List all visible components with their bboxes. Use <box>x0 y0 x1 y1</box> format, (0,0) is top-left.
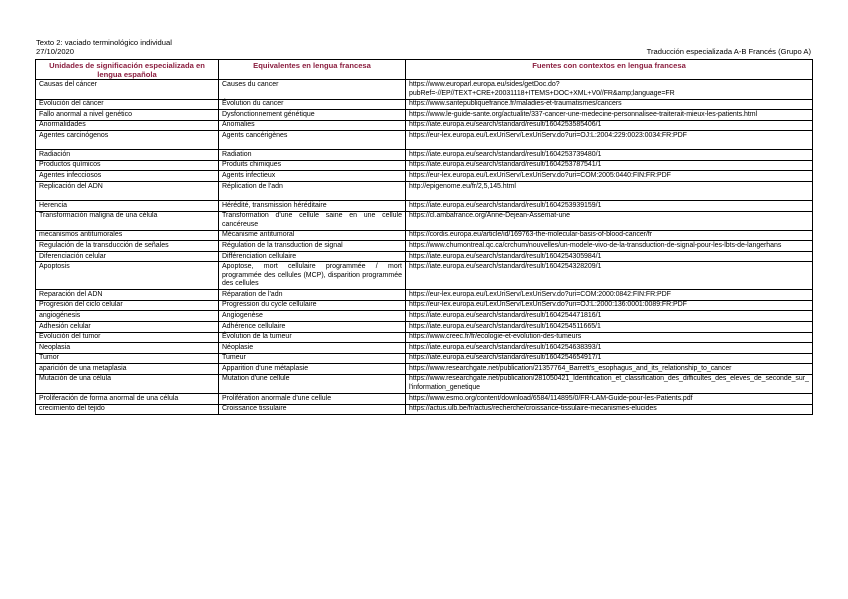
source-link[interactable]: https://www.le-guide-sante.org/actualite/337-cancer-une-medecine-personnalisee-traiterait-mieux-les-patients.html <box>406 110 813 121</box>
term-es: Radiación <box>36 150 219 161</box>
source-link[interactable]: http://epigenome.eu/fr/2,5,145.html <box>406 182 813 201</box>
source-link[interactable]: https://iate.europa.eu/search/standard/result/1604254638393/1 <box>406 343 813 354</box>
term-es: Neoplasia <box>36 343 219 354</box>
term-fr: Mécanisme antitumoral <box>219 230 406 241</box>
source-link[interactable]: https://eur-lex.europa.eu/LexUriServ/LexUriServ.do?uri=OJ:L:2004:229:0023:0034:FR:PDF <box>406 131 813 150</box>
document-date: 27/10/2020 <box>36 47 75 56</box>
table-row <box>36 120 813 131</box>
column-header-spanish: Unidades de significación especializada en lengua española <box>36 60 219 80</box>
term-fr: Évolution du cancer <box>219 99 406 110</box>
source-link[interactable]: https://www.europarl.europa.eu/sides/getDoc.do?pubRef=-//EP//TEXT+CRE+20031118+ITEMS+DOC+XML+V0//FR&amp;language=FR <box>406 80 813 99</box>
term-es: Mutación de una célula <box>36 374 219 393</box>
term-es: aparición de una metaplasia <box>36 364 219 375</box>
table-row <box>36 241 813 252</box>
source-link[interactable]: https://iate.europa.eu/search/standard/result/1604254511665/1 <box>406 321 813 332</box>
source-link[interactable]: https://www.creec.fr/fr/ecologie-et-evolution-des-tumeurs <box>406 332 813 343</box>
source-link[interactable]: https://iate.europa.eu/search/standard/result/1604253939159/1 <box>406 201 813 212</box>
term-fr: Agents cancérigènes <box>219 131 406 150</box>
source-link[interactable]: https://iate.europa.eu/search/standard/result/1604254471816/1 <box>406 311 813 322</box>
term-fr: Dysfonctionnement génétique <box>219 110 406 121</box>
term-fr: Croissance tissulaire <box>219 404 406 415</box>
term-fr: Angiogenèse <box>219 311 406 322</box>
term-es: Anormalidades <box>36 120 219 131</box>
table-row <box>36 131 813 150</box>
source-link[interactable]: https://iate.europa.eu/search/standard/result/1604253739480/1 <box>406 150 813 161</box>
source-link[interactable]: https://cl.ambafrance.org/Anne-Dejean-Assemat-une <box>406 211 813 230</box>
table-row <box>36 394 813 405</box>
source-link[interactable]: https://cordis.europa.eu/article/id/169763-the-molecular-basis-of-blood-cancer/fr <box>406 230 813 241</box>
term-es: Proliferación de forma anormal de una célula <box>36 394 219 405</box>
column-header-sources: Fuentes con contextos en lengua francesa <box>406 60 813 80</box>
term-es: Reparación del ADN <box>36 290 219 301</box>
term-fr: Agents infectieux <box>219 171 406 182</box>
table-row <box>36 332 813 343</box>
term-es: Fallo anormal a nivel genético <box>36 110 219 121</box>
table-row <box>36 300 813 311</box>
term-fr: Réplication de l'adn <box>219 182 406 201</box>
term-fr: Adhérence cellulaire <box>219 321 406 332</box>
table-header-row <box>36 60 813 80</box>
term-es: Regulación de la transducción de señales <box>36 241 219 252</box>
term-es: Transformación maligna de una célula <box>36 211 219 230</box>
table-row <box>36 343 813 354</box>
source-link[interactable]: https://iate.europa.eu/search/standard/result/1604253585406/1 <box>406 120 813 131</box>
term-es: Diferenciación celular <box>36 251 219 262</box>
table-row <box>36 290 813 301</box>
term-fr: Hérédité, transmission héréditaire <box>219 201 406 212</box>
document-subtitle: Texto 2: vaciado terminológico individual <box>36 38 172 47</box>
source-link[interactable]: https://iate.europa.eu/search/standard/result/1604254305984/1 <box>406 251 813 262</box>
term-es: Tumor <box>36 353 219 364</box>
source-link[interactable]: https://iate.europa.eu/search/standard/result/1604254654917/1 <box>406 353 813 364</box>
term-fr: Régulation de la transduction de signal <box>219 241 406 252</box>
source-link[interactable]: https://www.santepubliquefrance.fr/maladies-et-traumatismes/cancers <box>406 99 813 110</box>
table-row <box>36 404 813 415</box>
term-es: Adhesión celular <box>36 321 219 332</box>
term-fr: Apoptose, mort cellulaire programmée / mort programmée des cellules (MCP), disparition programmée des cellules <box>219 262 406 290</box>
term-es: Agentes infecciosos <box>36 171 219 182</box>
source-link[interactable]: https://eur-lex.europa.eu/LexUriServ/LexUriServ.do?uri=OJ:L:2000:136:0001:0089:FR:PDF <box>406 300 813 311</box>
table-row <box>36 171 813 182</box>
term-fr: Transformation d'une cellule saine en une cellule cancéreuse <box>219 211 406 230</box>
table-row <box>36 201 813 212</box>
table-row <box>36 321 813 332</box>
term-es: crecimiento del tejido <box>36 404 219 415</box>
table-row <box>36 160 813 171</box>
table-row <box>36 99 813 110</box>
terminology-table <box>35 59 813 415</box>
term-fr: Tumeur <box>219 353 406 364</box>
source-link[interactable]: https://www.esmo.org/content/download/6584/114895/0/FR-LAM-Guide-pour-les-Patients.pdf <box>406 394 813 405</box>
term-fr: Produits chimiques <box>219 160 406 171</box>
term-fr: Néoplasie <box>219 343 406 354</box>
table-row <box>36 364 813 375</box>
source-link[interactable]: https://eur-lex.europa.eu/LexUriServ/LexUriServ.do?uri=COM:2000:0842:FIN:FR:PDF <box>406 290 813 301</box>
table-row <box>36 80 813 99</box>
term-es: Replicación del ADN <box>36 182 219 201</box>
source-link[interactable]: https://www.researchgate.net/publication/281050421_Identification_et_classification_des_difficultes_des_eleves_de_seconde_sur_l'information_genetique <box>406 374 813 393</box>
table-row <box>36 353 813 364</box>
table-row <box>36 211 813 230</box>
term-fr: Causes du cancer <box>219 80 406 99</box>
term-fr: Anomalies <box>219 120 406 131</box>
term-es: Evolución del cáncer <box>36 99 219 110</box>
column-header-french: Equivalentes en lengua francesa <box>219 60 406 80</box>
term-fr: Réparation de l'adn <box>219 290 406 301</box>
term-fr: Radiation <box>219 150 406 161</box>
table-row <box>36 262 813 290</box>
table-row <box>36 374 813 393</box>
source-link[interactable]: https://iate.europa.eu/search/standard/result/1604254328209/1 <box>406 262 813 290</box>
term-es: Productos químicos <box>36 160 219 171</box>
course-name: Traducción especializada A-B Francés (Grupo A) <box>646 47 811 56</box>
term-es: Apoptosis <box>36 262 219 290</box>
term-es: angiogénesis <box>36 311 219 322</box>
table-row <box>36 311 813 322</box>
table-row <box>36 251 813 262</box>
term-es: Causas del cáncer <box>36 80 219 99</box>
term-fr: Prolifération anormale d'une cellule <box>219 394 406 405</box>
source-link[interactable]: https://eur-lex.europa.eu/LexUriServ/LexUriServ.do?uri=COM:2005:0440:FIN:FR:PDF <box>406 171 813 182</box>
source-link[interactable]: https://www.chumontreal.qc.ca/crchum/nouvelles/un-modele-vivo-de-la-transduction-de-signal-pour-les-lbts-de-langerhans <box>406 241 813 252</box>
term-es: mecanismos antitumorales <box>36 230 219 241</box>
table-row <box>36 150 813 161</box>
term-es: Agentes carcinógenos <box>36 131 219 150</box>
term-es: Progresión del ciclo celular <box>36 300 219 311</box>
term-es: Herencia <box>36 201 219 212</box>
term-fr: Évolution de la tumeur <box>219 332 406 343</box>
term-fr: Progression du cycle cellulaire <box>219 300 406 311</box>
table-row <box>36 182 813 201</box>
source-link[interactable]: https://www.researchgate.net/publication/21357764_Barrett's_esophagus_and_its_relationship_to_cancer <box>406 364 813 375</box>
term-es: Evolución del tumor <box>36 332 219 343</box>
table-row <box>36 230 813 241</box>
table-row <box>36 110 813 121</box>
source-link[interactable]: https://actus.ulb.be/fr/actus/recherche/croissance-tissulaire-mecanismes-elucides <box>406 404 813 415</box>
term-fr: Mutation d'une cellule <box>219 374 406 393</box>
term-fr: Différenciation cellulaire <box>219 251 406 262</box>
source-link[interactable]: https://iate.europa.eu/search/standard/result/1604253787541/1 <box>406 160 813 171</box>
term-fr: Apparition d'une métaplasie <box>219 364 406 375</box>
